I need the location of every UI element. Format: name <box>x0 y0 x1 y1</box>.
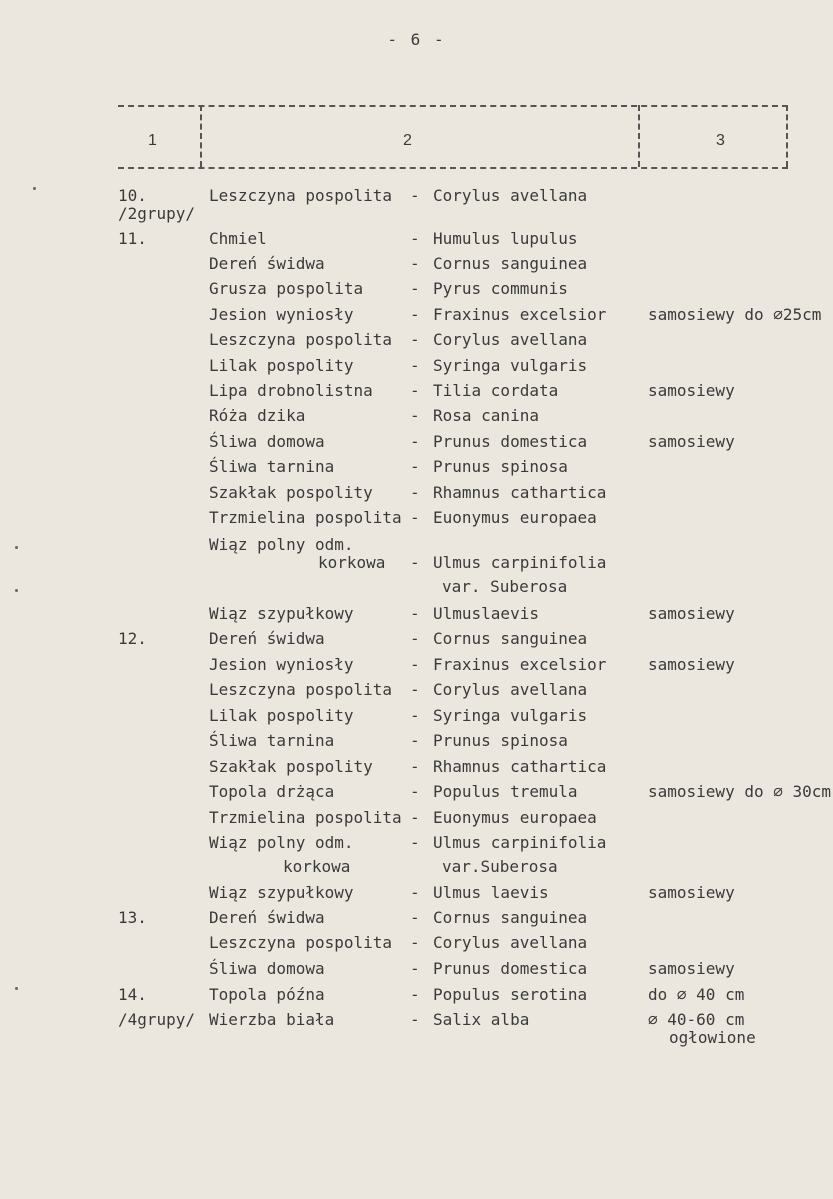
latin-name: Syringa vulgaris <box>433 706 588 725</box>
name-separator: - <box>410 186 420 205</box>
latin-name: Cornus sanguinea <box>433 629 588 648</box>
row-number: 13. <box>118 908 147 927</box>
latin-name: Ulmus carpinifolia <box>433 833 607 852</box>
latin-name: Euonymus europaea <box>433 508 597 527</box>
latin-name: Pyrus communis <box>433 279 568 298</box>
name-separator: - <box>410 457 420 476</box>
name-separator: - <box>410 706 420 725</box>
polish-name: Lilak pospolity <box>209 356 354 375</box>
latin-name: Populus tremula <box>433 782 578 801</box>
latin-name: Humulus lupulus <box>433 229 578 248</box>
name-separator: - <box>410 254 420 273</box>
latin-name: Corylus avellana <box>433 186 588 205</box>
name-separator: - <box>410 604 420 623</box>
name-separator: - <box>410 655 420 674</box>
margin-mark <box>15 589 18 592</box>
latin-name: Ulmuslaevis <box>433 604 539 623</box>
row-number: /4grupy/ <box>118 1010 196 1029</box>
polish-name: Śliwa domowa <box>209 432 325 451</box>
remarks: samosiewy <box>648 655 735 674</box>
latin-name: Prunus domestica <box>433 959 588 978</box>
name-separator: - <box>410 305 420 324</box>
latin-name: Syringa vulgaris <box>433 356 588 375</box>
header-bottom-rule <box>118 167 788 169</box>
name-separator: - <box>410 279 420 298</box>
name-separator: - <box>410 483 420 502</box>
polish-name: Dereń świdwa <box>209 254 325 273</box>
latin-name: Fraxinus excelsior <box>433 305 607 324</box>
margin-mark <box>15 987 18 990</box>
remarks: samosiewy do ∅ 30cm <box>648 782 832 801</box>
polish-name: Wiąz polny odm. <box>209 535 354 554</box>
row-number: 11. <box>118 229 147 248</box>
latin-name: Ulmus laevis <box>433 883 549 902</box>
polish-name: Śliwa tarnina <box>209 731 335 750</box>
row-group-note: /2grupy/ <box>118 204 196 223</box>
name-separator: - <box>410 959 420 978</box>
remarks: do ∅ 40 cm <box>648 985 745 1004</box>
polish-name: Jesion wyniosły <box>209 305 354 324</box>
polish-name: Topola późna <box>209 985 325 1004</box>
latin-name: Corylus avellana <box>433 680 588 699</box>
remarks: samosiewy <box>648 883 735 902</box>
remarks: samosiewy <box>648 381 735 400</box>
row-number: 14. <box>118 985 147 1004</box>
polish-name: Wiąz polny odm. <box>209 833 354 852</box>
polish-name: Trzmielina pospolita <box>209 808 402 827</box>
name-separator: - <box>410 553 420 572</box>
polish-name: Wiąz szypułkowy <box>209 883 354 902</box>
name-separator: - <box>410 933 420 952</box>
header-divider-2 <box>638 105 640 167</box>
name-separator: - <box>410 432 420 451</box>
name-separator: - <box>410 406 420 425</box>
name-separator: - <box>410 330 420 349</box>
name-separator: - <box>410 680 420 699</box>
polish-name: Śliwa tarnina <box>209 457 335 476</box>
latin-name: Fraxinus excelsior <box>433 655 607 674</box>
name-separator: - <box>410 1010 420 1029</box>
polish-name: Leszczyna pospolita <box>209 933 393 952</box>
name-separator: - <box>410 808 420 827</box>
margin-mark <box>15 546 18 549</box>
name-separator: - <box>410 782 420 801</box>
polish-name: Szakłak pospolity <box>209 757 373 776</box>
latin-name: Prunus domestica <box>433 432 588 451</box>
name-separator: - <box>410 356 420 375</box>
polish-name: korkowa <box>283 857 351 876</box>
polish-name: Dereń świdwa <box>209 908 325 927</box>
polish-name: Wierzba biała <box>209 1010 335 1029</box>
polish-name: Chmiel <box>209 229 267 248</box>
polish-name: Leszczyna pospolita <box>209 186 393 205</box>
remarks-continued: ogłowione <box>669 1028 756 1047</box>
name-separator: - <box>410 908 420 927</box>
name-separator: - <box>410 985 420 1004</box>
latin-name: Euonymus europaea <box>433 808 597 827</box>
polish-name: Grusza pospolita <box>209 279 364 298</box>
polish-name: Róża dzika <box>209 406 306 425</box>
polish-name: Leszczyna pospolita <box>209 330 393 349</box>
latin-name: Salix alba <box>433 1010 530 1029</box>
header-top-rule <box>118 105 788 107</box>
header-col-2: 2 <box>403 132 412 149</box>
polish-name: Wiąz szypułkowy <box>209 604 354 623</box>
row-number: 12. <box>118 629 147 648</box>
latin-name: Rhamnus cathartica <box>433 483 607 502</box>
latin-name: Cornus sanguinea <box>433 908 588 927</box>
latin-name: Corylus avellana <box>433 933 588 952</box>
name-separator: - <box>410 833 420 852</box>
latin-name: Ulmus carpinifolia <box>433 553 607 572</box>
latin-name: Rhamnus cathartica <box>433 757 607 776</box>
name-separator: - <box>410 757 420 776</box>
latin-name: var.Suberosa <box>442 857 558 876</box>
polish-name: korkowa <box>318 553 386 572</box>
row-number: 10. <box>118 186 147 205</box>
header-col-1: 1 <box>148 132 157 149</box>
remarks: ∅ 40-60 cm <box>648 1010 745 1029</box>
header-right-edge <box>786 105 788 167</box>
polish-name: Leszczyna pospolita <box>209 680 393 699</box>
name-separator: - <box>410 629 420 648</box>
latin-name: Prunus spinosa <box>433 457 568 476</box>
polish-name: Szakłak pospolity <box>209 483 373 502</box>
remarks: samosiewy do ∅25cm <box>648 305 822 324</box>
latin-name: Populus serotina <box>433 985 588 1004</box>
name-separator: - <box>410 883 420 902</box>
remarks: samosiewy <box>648 604 735 623</box>
name-separator: - <box>410 381 420 400</box>
polish-name: Lipa drobnolistna <box>209 381 373 400</box>
latin-name: Tilia cordata <box>433 381 559 400</box>
margin-mark <box>33 187 36 190</box>
latin-name: Prunus spinosa <box>433 731 568 750</box>
name-separator: - <box>410 229 420 248</box>
name-separator: - <box>410 731 420 750</box>
latin-name: var. Suberosa <box>442 577 568 596</box>
latin-name: Rosa canina <box>433 406 539 425</box>
polish-name: Śliwa domowa <box>209 959 325 978</box>
polish-name: Lilak pospolity <box>209 706 354 725</box>
latin-name: Corylus avellana <box>433 330 588 349</box>
polish-name: Trzmielina pospolita <box>209 508 402 527</box>
page-number: - 6 - <box>387 30 446 49</box>
polish-name: Jesion wyniosły <box>209 655 354 674</box>
remarks: samosiewy <box>648 959 735 978</box>
remarks: samosiewy <box>648 432 735 451</box>
header-col-3: 3 <box>716 132 725 149</box>
polish-name: Topola drżąca <box>209 782 335 801</box>
latin-name: Cornus sanguinea <box>433 254 588 273</box>
polish-name: Dereń świdwa <box>209 629 325 648</box>
name-separator: - <box>410 508 420 527</box>
header-divider-1 <box>200 105 202 167</box>
